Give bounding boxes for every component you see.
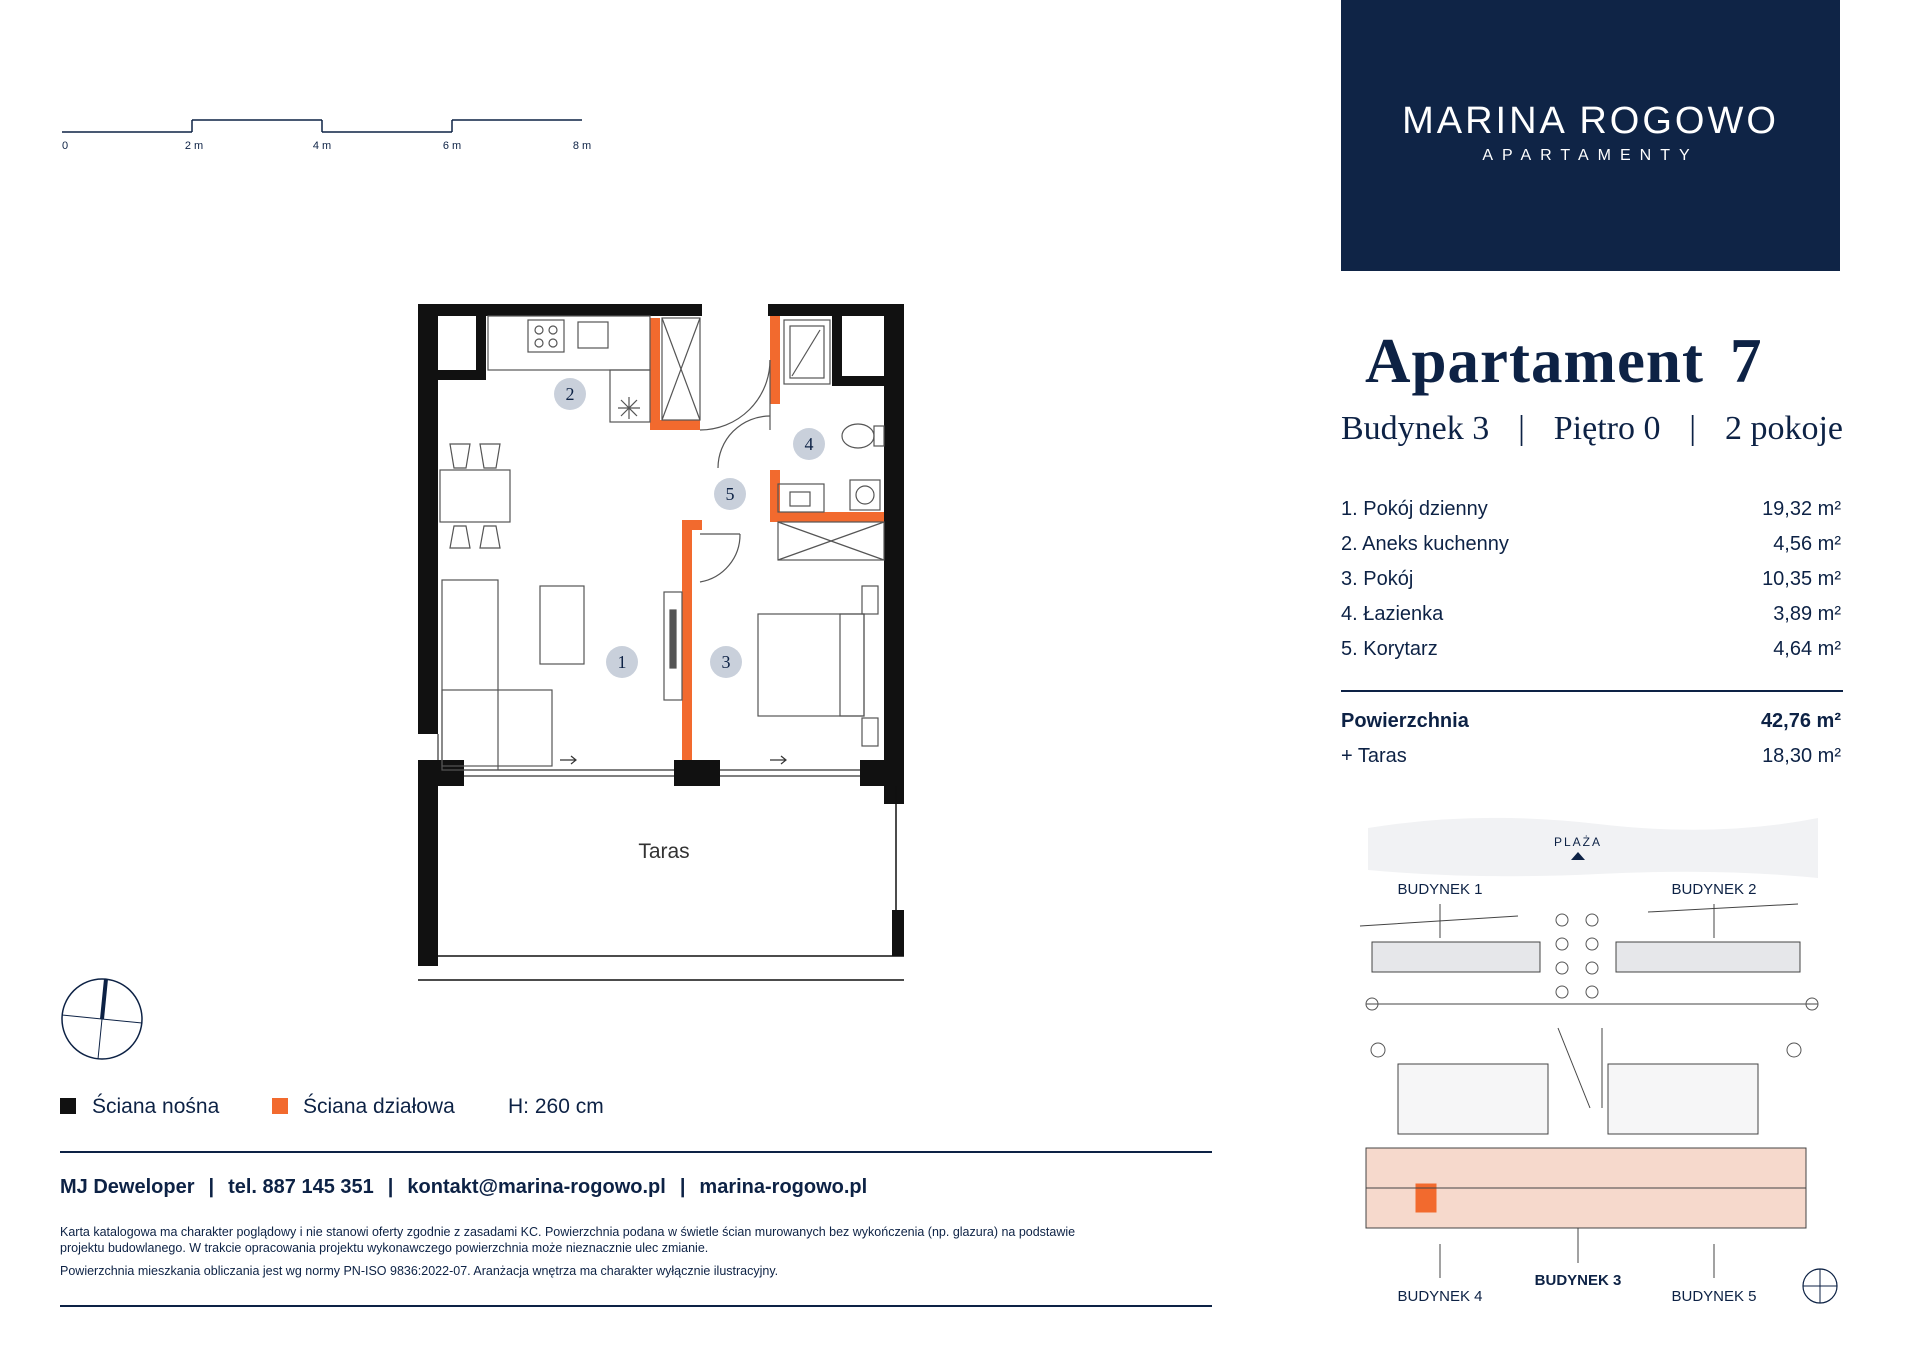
load-bearing-swatch: [60, 1098, 76, 1114]
contact-separator: |: [208, 1176, 215, 1198]
room-row: [1341, 638, 1841, 668]
room-row: [1341, 498, 1841, 528]
room-marker-1: 1: [617, 652, 627, 672]
terrace-label: + Taras: [1341, 745, 1407, 767]
compass-icon: [58, 975, 146, 1063]
footer-divider: [60, 1151, 1212, 1153]
legend: [60, 1095, 680, 1127]
scale-tick: 6 m: [442, 140, 462, 152]
room-name: 1. Pokój dzienny: [1341, 498, 1488, 520]
meta-separator: |: [1689, 410, 1697, 447]
load-bearing-walls: [418, 304, 904, 966]
contact-separator: |: [679, 1176, 686, 1198]
apartment-meta: [1341, 410, 1843, 448]
contact-separator: |: [387, 1176, 394, 1198]
scale-tick: 8 m: [572, 140, 592, 152]
room-area: 19,32 m²: [1762, 498, 1841, 520]
room-name: 4. Łazienka: [1341, 603, 1444, 625]
footer-divider: [60, 1305, 1212, 1307]
apartment-number: 7: [1729, 326, 1763, 396]
rooms-count-label: 2 pokoje: [1724, 410, 1843, 447]
disclaimer-line: projektu budowlanego. W trakcie opracowania projektu wykonawczego powierzchnia może nieznacznie ulec zmianie.: [60, 1241, 709, 1255]
room-name: 5. Korytarz: [1341, 638, 1438, 660]
brand-subtitle: APARTAMENTY: [1482, 147, 1699, 164]
partition-swatch: [272, 1098, 288, 1114]
scale-tick: 0: [61, 140, 69, 152]
brand-name: MARINA ROGOWO: [1402, 100, 1779, 142]
apartment-title-word: Apartament: [1365, 326, 1704, 396]
site-plan-map: [1358, 808, 1828, 1308]
contact-line: [60, 1176, 867, 1199]
total-area-row: [1341, 710, 1841, 740]
floor-plan: [400, 290, 920, 1010]
partition-label: Ściana działowa: [303, 1095, 455, 1118]
room-area: 4,64 m²: [1773, 638, 1841, 660]
room-marker-5: 5: [725, 484, 735, 504]
terrace-value: 18,30 m²: [1762, 745, 1841, 767]
room-row: [1341, 568, 1841, 598]
building-label: Budynek 3: [1341, 410, 1490, 447]
building-5-label: BUDYNEK 5: [1671, 1288, 1757, 1305]
room-area: 10,35 m²: [1762, 568, 1841, 590]
phone-link[interactable]: tel. 887 145 351: [228, 1176, 374, 1198]
terrace-plan-label: Taras: [638, 840, 690, 863]
room-area: 3,89 m²: [1773, 603, 1841, 625]
apartment-title: [1365, 325, 1762, 398]
meta-separator: |: [1518, 410, 1525, 447]
building-1-label: BUDYNEK 1: [1397, 881, 1483, 898]
room-name: 2. Aneks kuchenny: [1341, 533, 1509, 555]
email-link[interactable]: kontakt@marina-rogowo.pl: [407, 1176, 666, 1198]
disclaimer-line: Powierzchnia mieszkania obliczania jest wg normy PN-ISO 9836:2022-07. Aranżacja wnętrza ma charakter wyłącznie ilustracyjny.: [60, 1264, 779, 1278]
ceiling-height: H: 260 cm: [508, 1095, 604, 1118]
beach-label: PLAŻA: [1553, 835, 1603, 849]
room-marker-4: 4: [804, 434, 814, 454]
brand-logo: [1341, 0, 1840, 271]
room-row: [1341, 533, 1841, 563]
table-divider: [1341, 690, 1843, 692]
room-area: 4,56 m²: [1773, 533, 1841, 555]
room-marker-2: 2: [565, 384, 575, 404]
site-compass-icon: [1800, 1266, 1840, 1306]
building-4-label: BUDYNEK 4: [1397, 1288, 1483, 1305]
floor-label: Piętro 0: [1553, 410, 1661, 447]
company-name: MJ Deweloper: [60, 1176, 195, 1198]
scale-tick: 2 m: [184, 140, 204, 152]
room-row: [1341, 603, 1841, 633]
disclaimer-line: Karta katalogowa ma charakter poglądowy i nie stanowi oferty zgodnie z zasadami KC. Powierzchnia podana w świetle ścian murowanych bez wykończenia (np. glazura) na podstawie: [60, 1225, 1076, 1239]
terrace-row: [1341, 745, 1841, 775]
total-area-label: Powierzchnia: [1341, 710, 1469, 732]
website-link[interactable]: marina-rogowo.pl: [699, 1176, 868, 1198]
disclaimer: [60, 1224, 1220, 1279]
building-3-label: BUDYNEK 3: [1534, 1272, 1622, 1289]
room-name: 3. Pokój: [1341, 568, 1414, 590]
building-2-label: BUDYNEK 2: [1671, 881, 1757, 898]
scale-bar: [60, 110, 600, 160]
scale-tick: 4 m: [312, 140, 332, 152]
room-marker-3: 3: [721, 652, 731, 672]
total-area-value: 42,76 m²: [1760, 710, 1841, 732]
load-bearing-label: Ściana nośna: [92, 1095, 220, 1118]
